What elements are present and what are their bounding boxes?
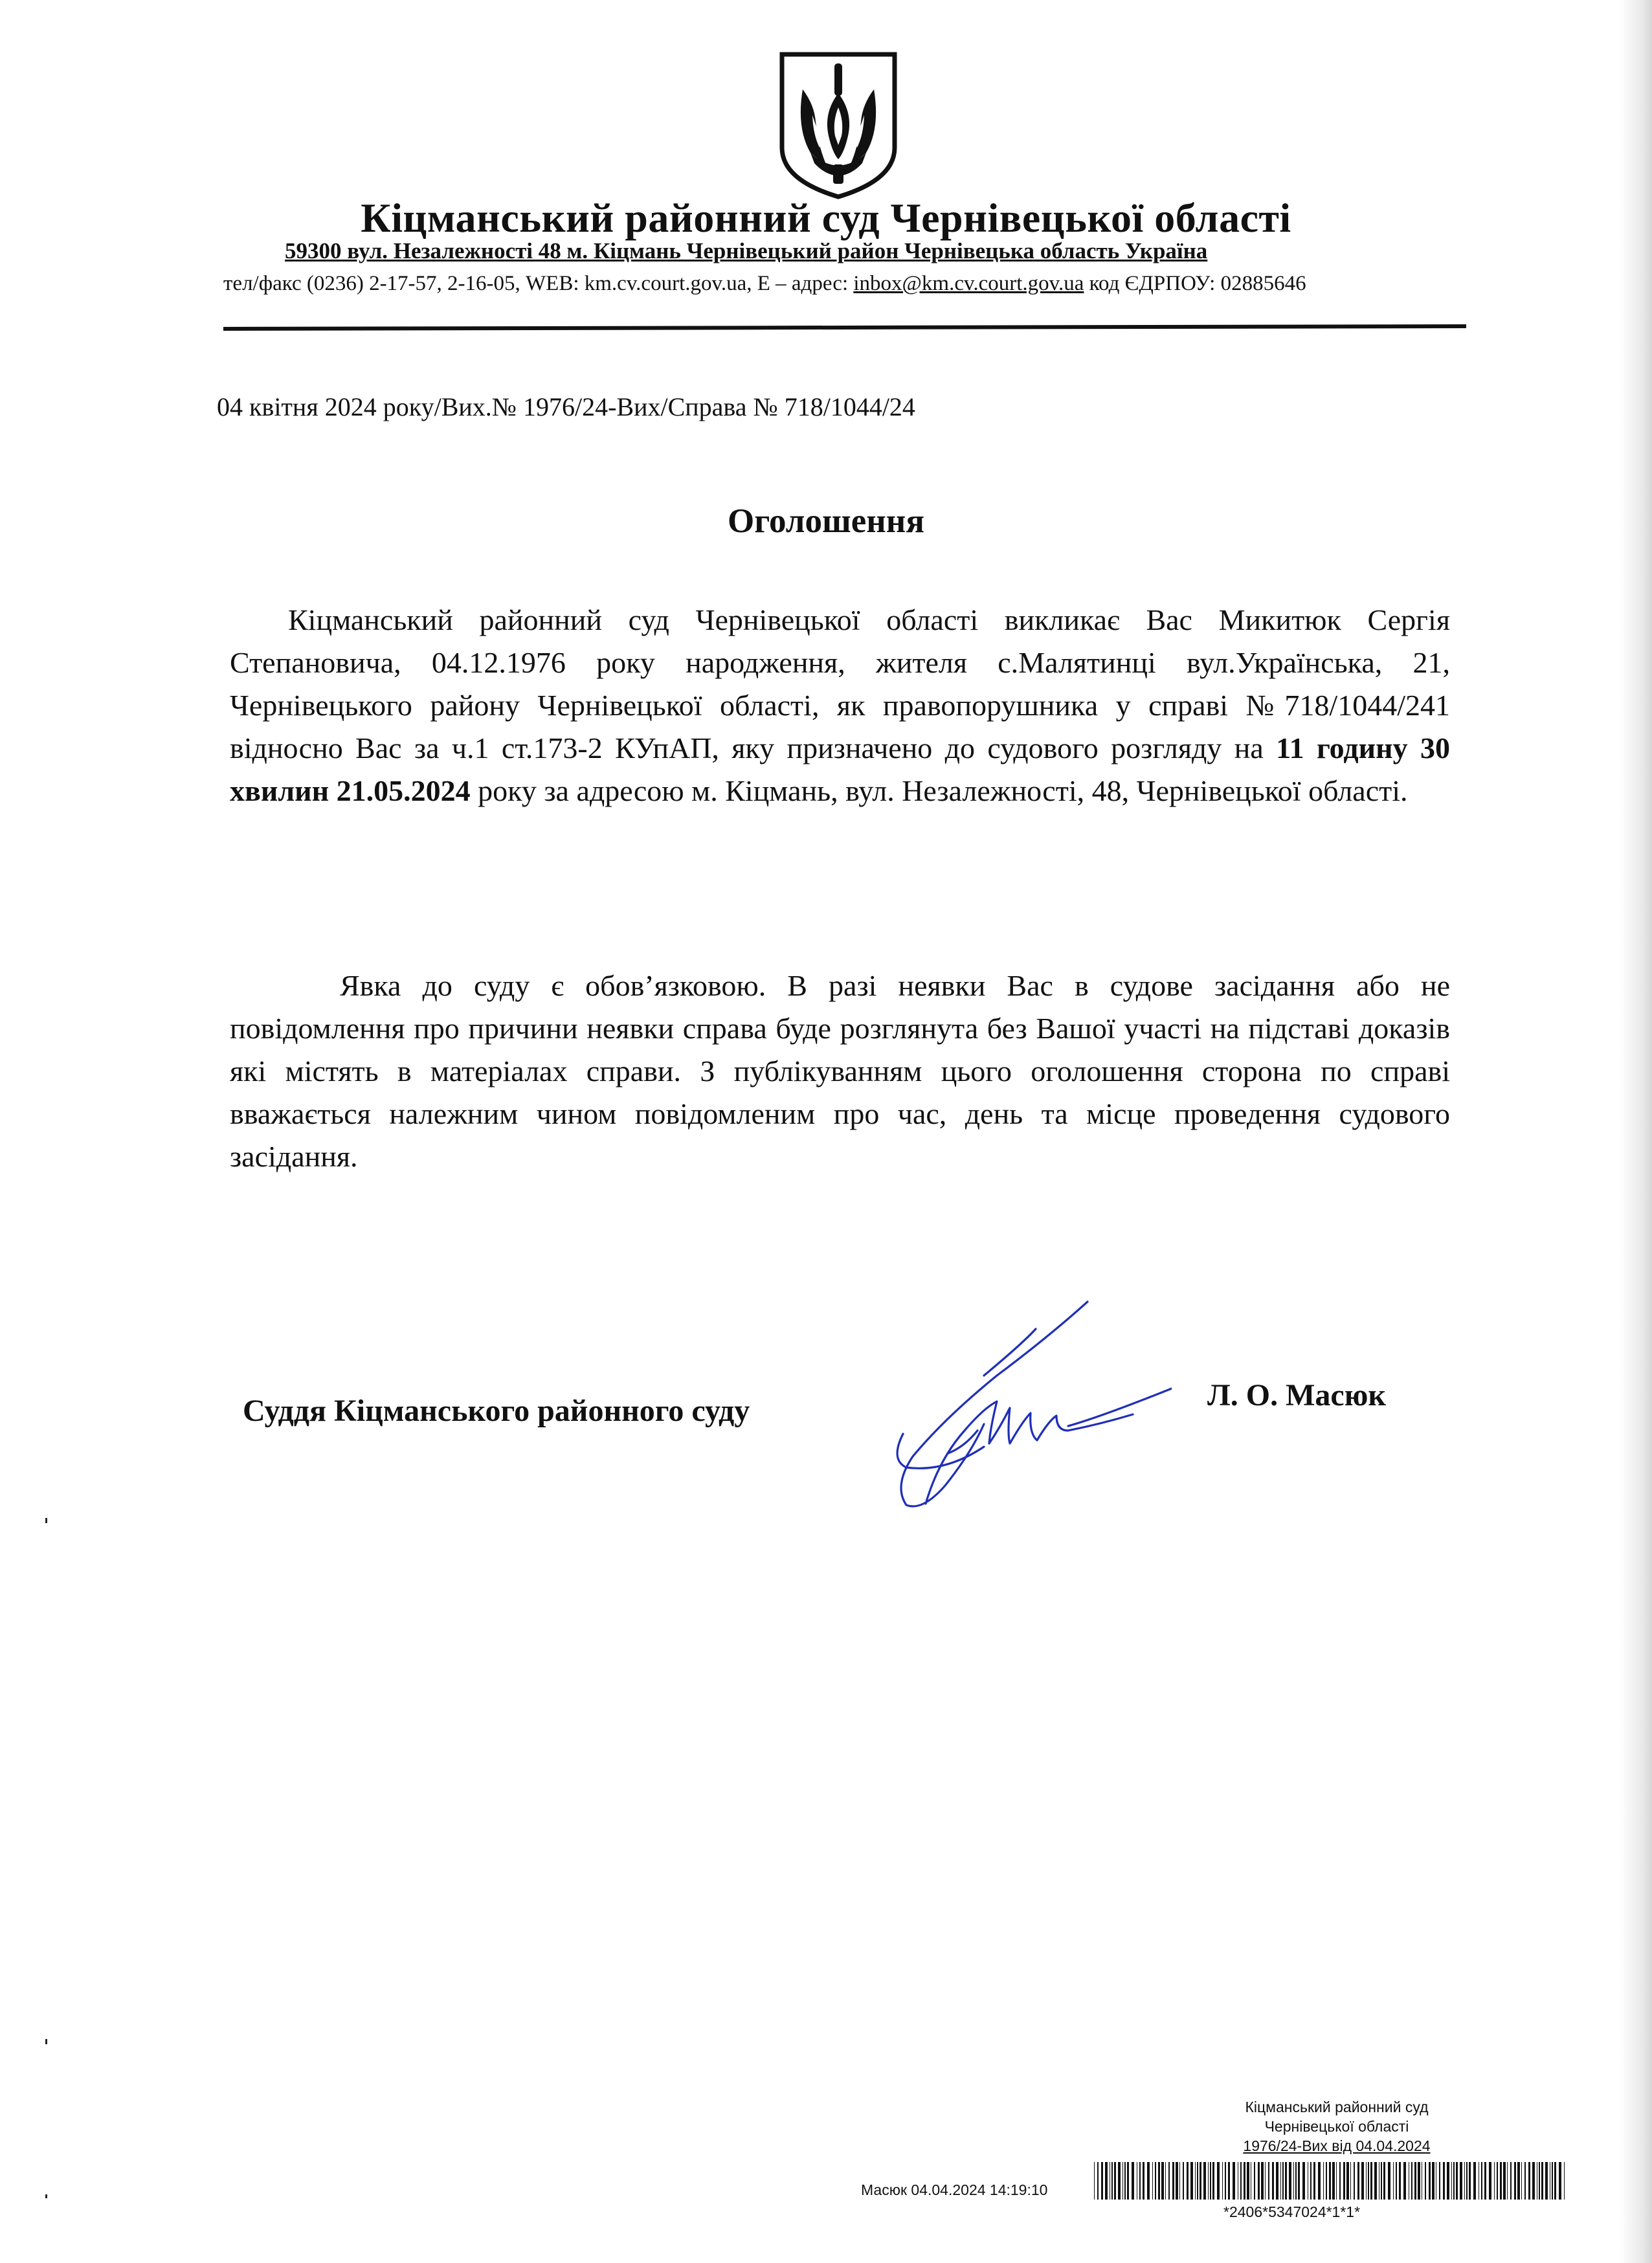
barcode-bar: [1354, 2162, 1355, 2200]
barcode-bar: [1225, 2162, 1226, 2200]
barcode-bar: [1447, 2162, 1449, 2200]
barcode-bar: [1473, 2162, 1476, 2200]
barcode-bar: [1147, 2162, 1150, 2200]
barcode-bar: [1357, 2162, 1359, 2200]
barcode: [1094, 2162, 1567, 2200]
barcode-bar: [1466, 2162, 1468, 2200]
barcode-bar: [1564, 2162, 1565, 2200]
barcode-bar: [1497, 2162, 1498, 2200]
barcode-bar: [1432, 2162, 1434, 2200]
stamp-court-line: Кіцманський районний суд: [1245, 2099, 1429, 2115]
barcode-bar: [1212, 2162, 1214, 2200]
stamp-region-line: Чернівецької області: [1264, 2118, 1409, 2135]
barcode-bar: [1254, 2162, 1255, 2200]
barcode-bar: [1545, 2162, 1548, 2200]
barcode-bar: [1122, 2162, 1123, 2200]
barcode-bar: [1289, 2162, 1291, 2200]
barcode-bar: [1559, 2162, 1561, 2200]
barcode-bar: [1114, 2162, 1116, 2200]
barcode-bar: [1187, 2162, 1189, 2200]
court-name-heading: Кіцманський районний суд Чернівецької області: [361, 195, 1291, 241]
barcode-bar: [1195, 2162, 1196, 2200]
barcode-bar: [1507, 2162, 1508, 2200]
barcode-bar: [1346, 2162, 1349, 2200]
barcode-bar: [1494, 2162, 1495, 2200]
barcode-bar: [1152, 2162, 1153, 2200]
barcode-bar: [1532, 2162, 1535, 2200]
edrpou-code: код ЄДРПОУ: 02885646: [1084, 272, 1306, 295]
barcode-bar: [1554, 2162, 1556, 2200]
barcode-bar: [1158, 2162, 1160, 2200]
contacts-text: тел/факс (0236) 2-17-57, 2-16-05, WEB: km.cv.court.gov.ua, Е – адрес:: [223, 272, 854, 295]
barcode-number: *2406*5347024*1*1*: [1223, 2203, 1361, 2220]
barcode-bar: [1503, 2162, 1506, 2200]
barcode-bar: [1460, 2162, 1462, 2200]
barcode-bar: [1302, 2162, 1305, 2200]
barcode-bar: [1285, 2162, 1287, 2200]
header-divider: [223, 324, 1466, 331]
barcode-bar: [1456, 2162, 1458, 2200]
barcode-bar: [1414, 2162, 1416, 2200]
barcode-bar: [1336, 2162, 1337, 2200]
handwritten-signature: [887, 1298, 1172, 1511]
barcode-bar: [1329, 2162, 1331, 2200]
barcode-bar: [1179, 2162, 1180, 2200]
barcode-bar: [1132, 2162, 1134, 2200]
barcode-bar: [1396, 2162, 1397, 2200]
barcode-bar: [1361, 2162, 1364, 2200]
document-title: Оголошення: [727, 502, 925, 540]
barcode-bar: [1374, 2162, 1377, 2200]
barcode-bar: [1280, 2162, 1281, 2200]
court-contacts: [223, 272, 1306, 296]
barcode-bar: [1124, 2162, 1126, 2200]
scan-speck: [45, 2039, 47, 2044]
barcode-bar: [1343, 2162, 1345, 2200]
barcode-bar: [1161, 2162, 1164, 2200]
barcode-bar: [1244, 2162, 1245, 2200]
barcode-bar: [1381, 2162, 1382, 2200]
barcode-bar: [1168, 2162, 1170, 2200]
barcode-bar: [1155, 2162, 1156, 2200]
barcode-bar: [1370, 2162, 1372, 2200]
hearing-datetime: 11 годину 30 хвилин 21.05.2024: [230, 731, 1450, 807]
barcode-bar: [1411, 2162, 1412, 2200]
barcode-bar: [1399, 2162, 1401, 2200]
barcode-bar: [1539, 2162, 1540, 2200]
barcode-bar: [1393, 2162, 1394, 2200]
barcode-bar: [1528, 2162, 1530, 2200]
barcode-bar: [1541, 2162, 1543, 2200]
barcode-bar: [1197, 2162, 1198, 2200]
barcode-bar: [1521, 2162, 1522, 2200]
barcode-bar: [1139, 2162, 1141, 2200]
barcode-bar: [1339, 2162, 1341, 2200]
summons-paragraph: [230, 599, 1450, 812]
barcode-bar: [1233, 2162, 1235, 2200]
court-address: 59300 вул. Незалежності 48 м. Кіцмань Чернівецький район Чернівецька область Україна: [285, 238, 1208, 263]
barcode-bar: [1425, 2162, 1426, 2200]
barcode-bar: [1383, 2162, 1385, 2200]
barcode-bar: [1094, 2162, 1095, 2200]
stamp-registration-line: 1976/24-Вих від 04.04.2024: [1243, 2137, 1431, 2154]
barcode-bar: [1276, 2162, 1278, 2200]
barcode-bar: [1183, 2162, 1184, 2200]
barcode-bar: [1258, 2162, 1260, 2200]
barcode-bar: [1118, 2162, 1121, 2200]
barcode-bar: [1514, 2162, 1516, 2200]
barcode-bar: [1443, 2162, 1445, 2200]
barcode-bar: [1203, 2162, 1206, 2200]
coat-of-arms-icon: [777, 50, 900, 201]
barcode-bar: [1240, 2162, 1242, 2200]
barcode-bar: [1429, 2162, 1431, 2200]
summons-address-text: року за адресою м. Кіцмань, вул. Незалежності, 48, Чернівецької області.: [470, 774, 1408, 807]
barcode-bar: [1210, 2162, 1211, 2200]
barcode-bar: [1388, 2162, 1390, 2200]
barcode-bar: [1484, 2162, 1486, 2200]
barcode-bar: [1127, 2162, 1129, 2200]
barcode-bar: [1464, 2162, 1465, 2200]
barcode-bar: [1517, 2162, 1520, 2200]
barcode-bar: [1318, 2162, 1321, 2200]
scan-edge-shadow: [1620, 0, 1652, 2263]
scan-speck: [45, 2194, 47, 2198]
barcode-bar: [1200, 2162, 1201, 2200]
barcode-bar: [1552, 2162, 1553, 2200]
barcode-bar: [1451, 2162, 1452, 2200]
barcode-bar: [1265, 2162, 1266, 2200]
barcode-bar: [1368, 2162, 1369, 2200]
barcode-bar: [1293, 2162, 1294, 2200]
barcode-bar: [1176, 2162, 1178, 2200]
barcode-bar: [1217, 2162, 1220, 2200]
barcode-bar: [1272, 2162, 1274, 2200]
attendance-paragraph: Явка до суду є обов’язковою. В разі неявки Вас в судове засідання або не повідомлення про причини неявки справа буде розглянута без Вашої участі на підставі доказів які містять в матеріалах справи. З публікуванням цього оголошення сторона по справі вважається належним чином повідомленим про час, день та місце проведення судового засідання.: [230, 969, 1450, 1173]
barcode-bar: [1323, 2162, 1324, 2200]
barcode-bar: [1439, 2162, 1440, 2200]
summons-text: Кіцманський районний суд Чернівецької області викликає Вас Микитюк Сергія Степановича, 04.12.1976 року народження, жителя с.Малятинці вул.Українська, 21, Чернівецького району Чернівецької області, як правопорушника у справі №718/1044/241 відносно Вас за ч.1 ст.173-2 КУпАП, яку призначено до судового розгляду на: [230, 603, 1450, 764]
judge-title: Суддя Кіцманського районного суду: [243, 1394, 750, 1428]
barcode-bar: [1403, 2162, 1406, 2200]
barcode-bar: [1469, 2162, 1471, 2200]
barcode-bar: [1313, 2162, 1315, 2200]
barcode-bar: [1165, 2162, 1166, 2200]
barcode-bar: [1208, 2162, 1209, 2200]
registry-stamp: [1185, 2097, 1489, 2156]
barcode-bar: [1510, 2162, 1512, 2200]
outgoing-reference: 04 квітня 2024 року/Вих.№ 1976/24-Вих/Справа № 718/1044/24: [217, 392, 915, 421]
barcode-bar: [1190, 2162, 1193, 2200]
scan-signature-meta: Масюк 04.04.2024 14:19:10: [861, 2181, 1048, 2198]
barcode-bar: [1500, 2162, 1502, 2200]
barcode-bar: [1143, 2162, 1144, 2200]
barcode-bar: [1295, 2162, 1297, 2200]
email-link[interactable]: inbox@km.cv.court.gov.ua: [853, 272, 1084, 295]
barcode-bar: [1332, 2162, 1335, 2200]
barcode-bar: [1105, 2162, 1108, 2200]
barcode-bar: [1298, 2162, 1300, 2200]
barcode-bar: [1261, 2162, 1264, 2200]
barcode-bar: [1489, 2162, 1491, 2200]
barcode-bar: [1111, 2162, 1113, 2200]
barcode-bar: [1172, 2162, 1174, 2200]
barcode-bar: [1350, 2162, 1351, 2200]
barcode-bar: [1453, 2162, 1455, 2200]
barcode-bar: [1268, 2162, 1269, 2200]
scan-speck: [45, 1518, 47, 1523]
barcode-bar: [1228, 2162, 1230, 2200]
barcode-bar: [1366, 2162, 1367, 2200]
barcode-bar: [1222, 2162, 1223, 2200]
barcode-bar: [1310, 2162, 1312, 2200]
barcode-bar: [1481, 2162, 1482, 2200]
barcode-bar: [1418, 2162, 1420, 2200]
barcode-bar: [1326, 2162, 1327, 2200]
barcode-bar: [1524, 2162, 1526, 2200]
barcode-bar: [1101, 2162, 1103, 2200]
barcode-bar: [1097, 2162, 1099, 2200]
barcode-bar: [1247, 2162, 1249, 2200]
barcode-bar: [1282, 2162, 1284, 2200]
judge-name: Л. О. Масюк: [1207, 1378, 1387, 1412]
